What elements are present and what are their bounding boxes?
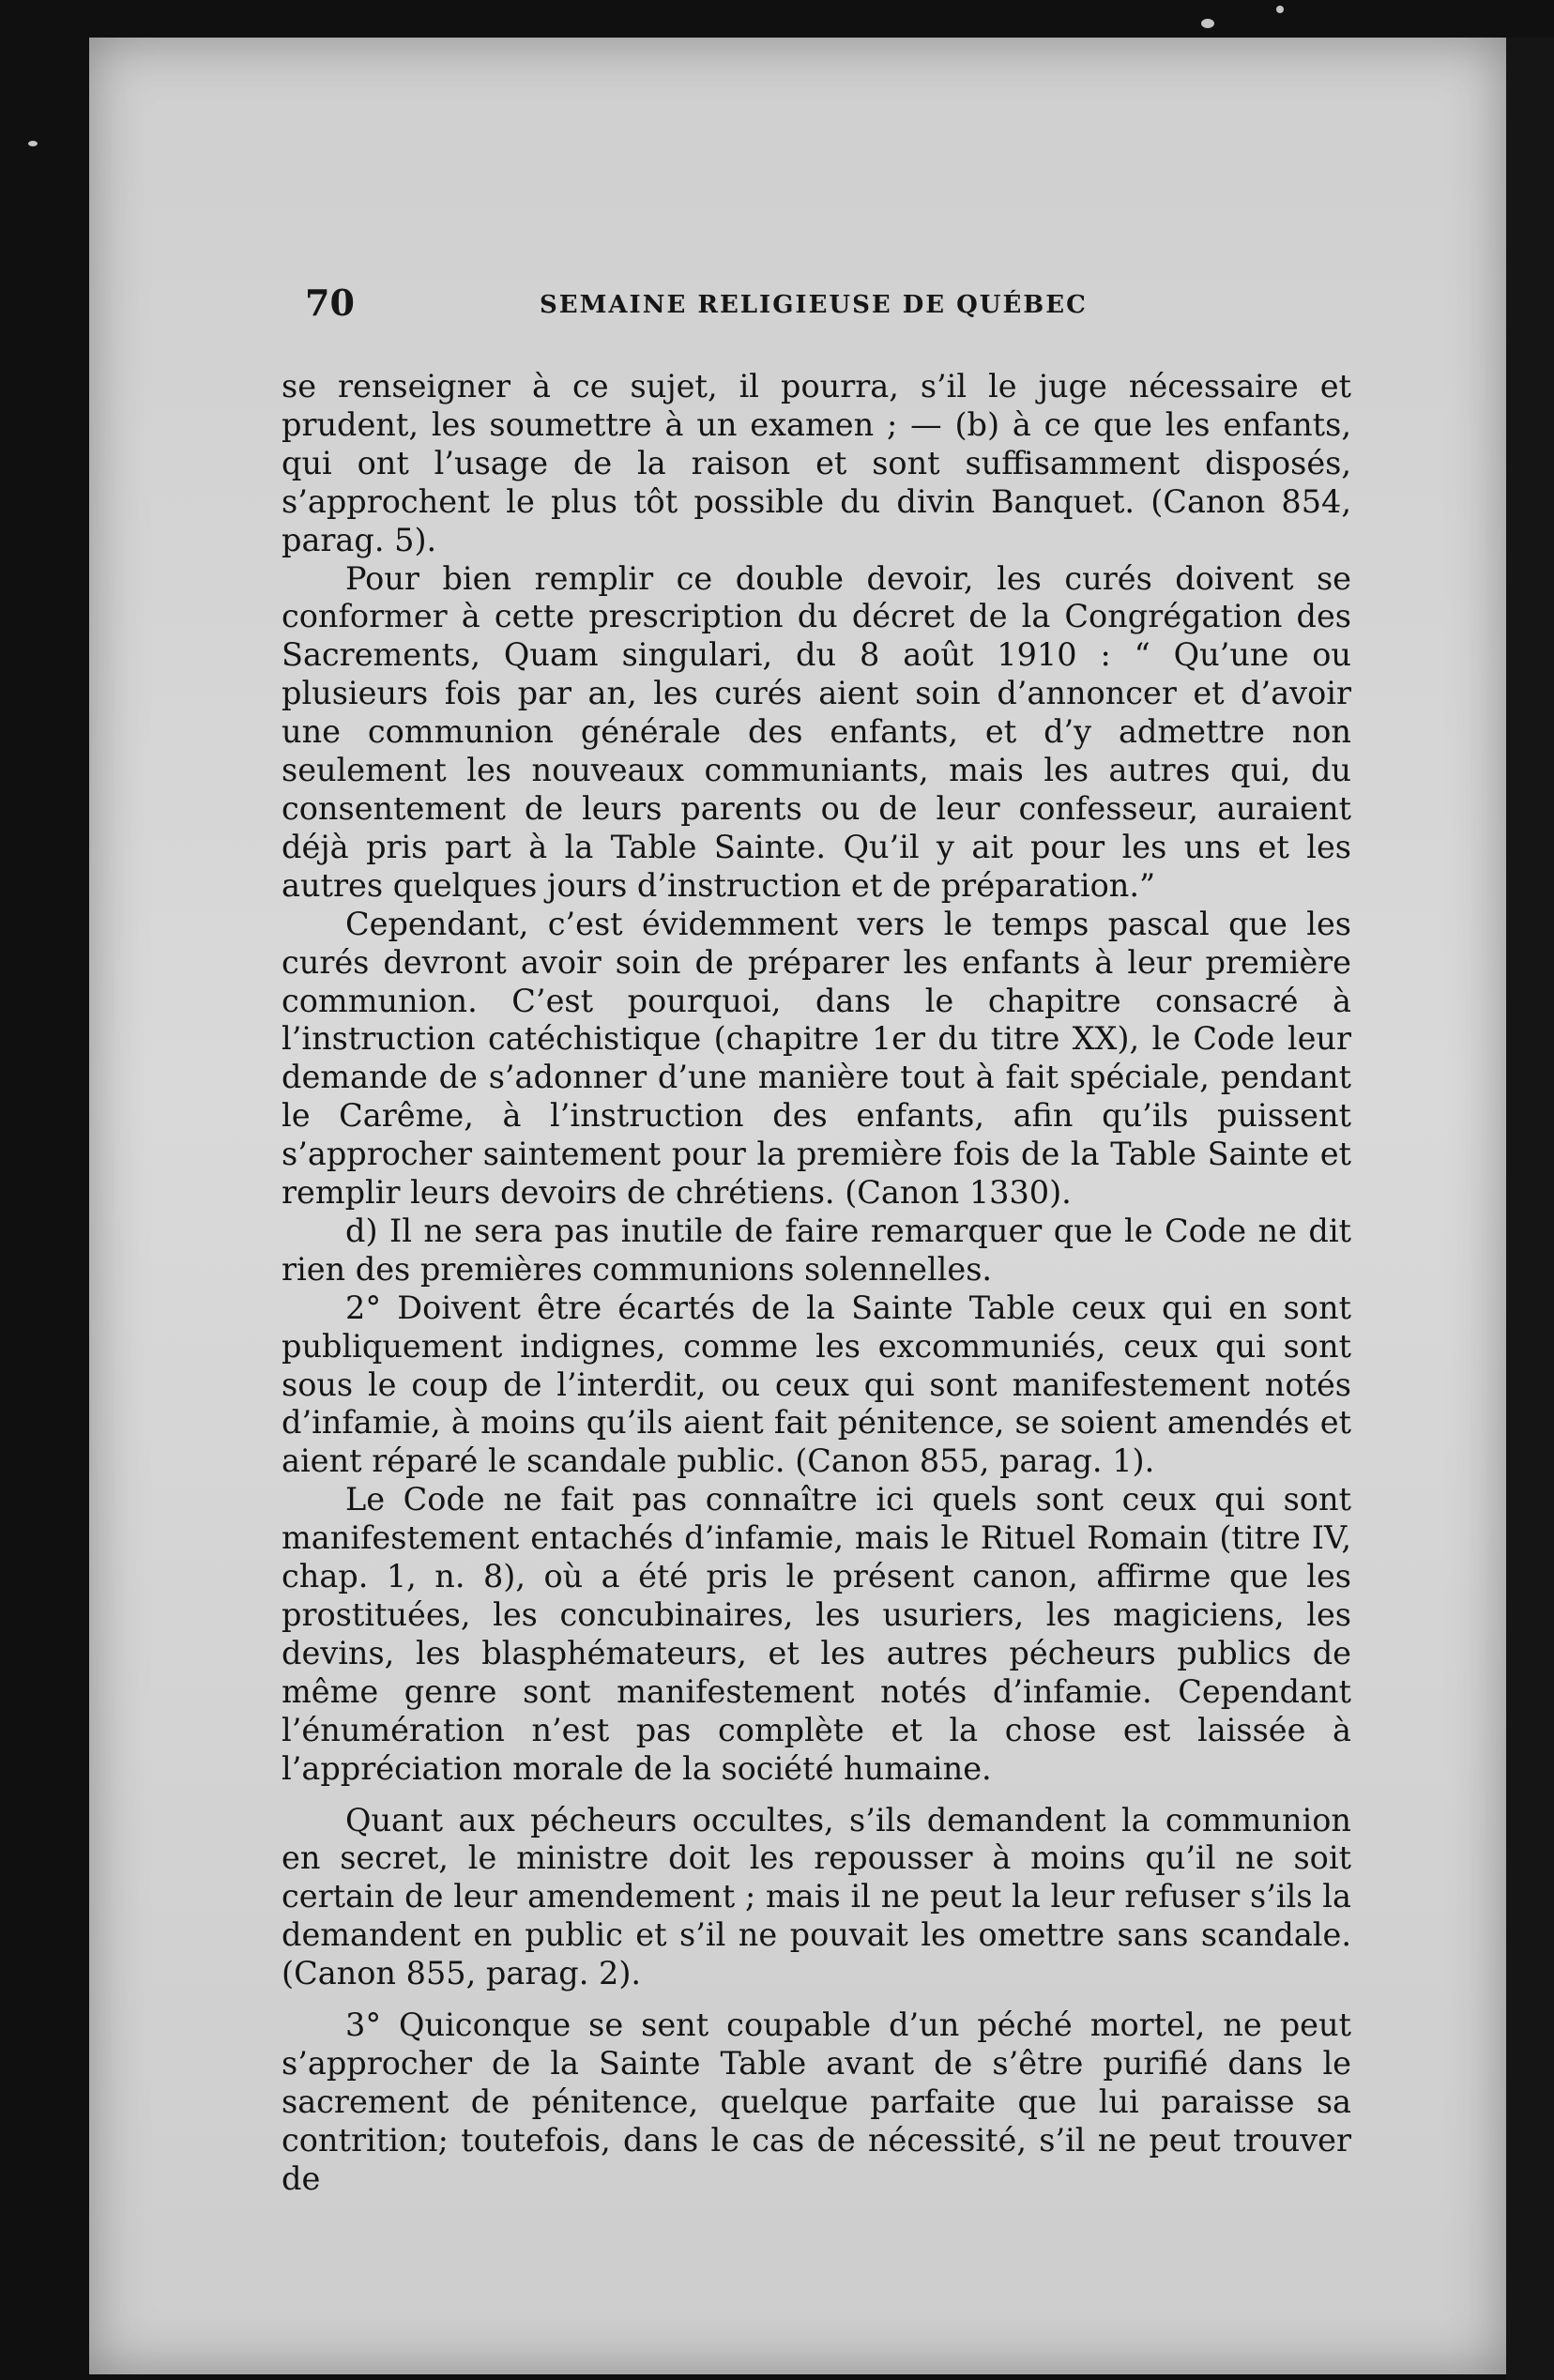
paragraph-quam-singulari: Pour bien remplir ce double devoir, les curés doivent se conformer à cette prescription du décret de la Congrégation des Sacrements, Quam singulari, du 8 août 1910 : “ Qu’une ou plusieurs fois par an, les curés aient soin d’annoncer et d’avoir une communion générale des enfants, et d’y admettre non seulement les nouveaux communiants, mais les autres qui, du consentement de leurs parents ou de leur confesseur, auraient déjà pris part à la Table Sainte. Qu’il y ait pour les uns et les autres quelques jours d’instruction et de préparation.” (282, 559, 1351, 904)
paragraph-temps-pascal: Cependant, c’est évidemment vers le temps pascal que les curés devront avoir soin de préparer les enfants à leur première communion. C’est pourquoi, dans le chapitre consacré à l’instruction catéchistique (chapitre 1er du titre XX), le Code leur demande de s’adonner d’une manière tout à fait spéciale, pendant le Carême, à l’instruction des enfants, afin qu’ils puissent s’approcher saintement pour la première fois de la Table Sainte et remplir leurs devoirs de chrétiens. (Canon 1330). (282, 905, 1351, 1212)
paragraph-point-2: 2° Doivent être écartés de la Sainte Table ceux qui en sont publiquement indignes, comme les excommuniés, ceux qui sont sous le coup de l’interdit, ou ceux qui sont manifestement notés d’infamie, à moins qu’ils aient fait pénitence, se soient amendés et aient réparé le scandale public. (Canon 855, parag. 1). (282, 1289, 1351, 1480)
paragraph-infamie: Le Code ne fait pas connaître ici quels sont ceux qui sont manifestement entachés d’infamie, mais le Rituel Romain (titre IV, chap. 1, n. 8), où a été pris le présent canon, affirme que les prostituées, les concubinaires, les usuriers, les magiciens, les devins, les blasphémateurs, et les autres pécheurs publics de même genre sont manifestement notés d’infamie. Cependant l’énumération n’est pas complète et la chose est laissée à l’appréciation morale de la société humaine. (282, 1481, 1351, 1787)
paragraph-continuation: se renseigner à ce sujet, il pourra, s’il le juge nécessaire et prudent, les soumettre à un examen ; — (b) à ce que les enfants, qui ont l’usage de la raison et sont suffisamment disposés, s’approchent le plus tôt possible du divin Banquet. (Canon 854, parag. 5). (282, 368, 1351, 558)
paragraph-point-d: d) Il ne sera pas inutile de faire remarquer que le Code ne dit rien des premières communions solennelles. (282, 1212, 1351, 1288)
paragraph-pecheurs-occultes: Quant aux pécheurs occultes, s’ils demandent la communion en secret, le ministre doit les repousser à moins qu’il ne soit certain de leur amendement ; mais il ne peut la leur refuser s’ils la demandent en public et s’il ne pouvait les omettre sans scandale. (Canon 855, parag. 2). (282, 1801, 1351, 1992)
dust-speck (1201, 19, 1214, 28)
dust-speck (1276, 6, 1284, 13)
film-border (1506, 38, 1554, 2380)
paragraph-point-3: 3° Quiconque se sent coupable d’un péché mortel, ne peut s’approcher de la Sainte Table avant de s’être purifié dans le sacrement de pénitence, quelque parfaite que lui paraisse sa contrition; toutefois, dans le cas de nécessité, s’il ne peut trouver de (282, 2006, 1351, 2197)
running-title: SEMAINE RELIGIEUSE DE QUÉBEC (540, 291, 1088, 319)
dust-speck (28, 141, 38, 146)
page-header (305, 282, 1243, 338)
body-text (282, 368, 1351, 2199)
page-number: 70 (305, 282, 355, 324)
